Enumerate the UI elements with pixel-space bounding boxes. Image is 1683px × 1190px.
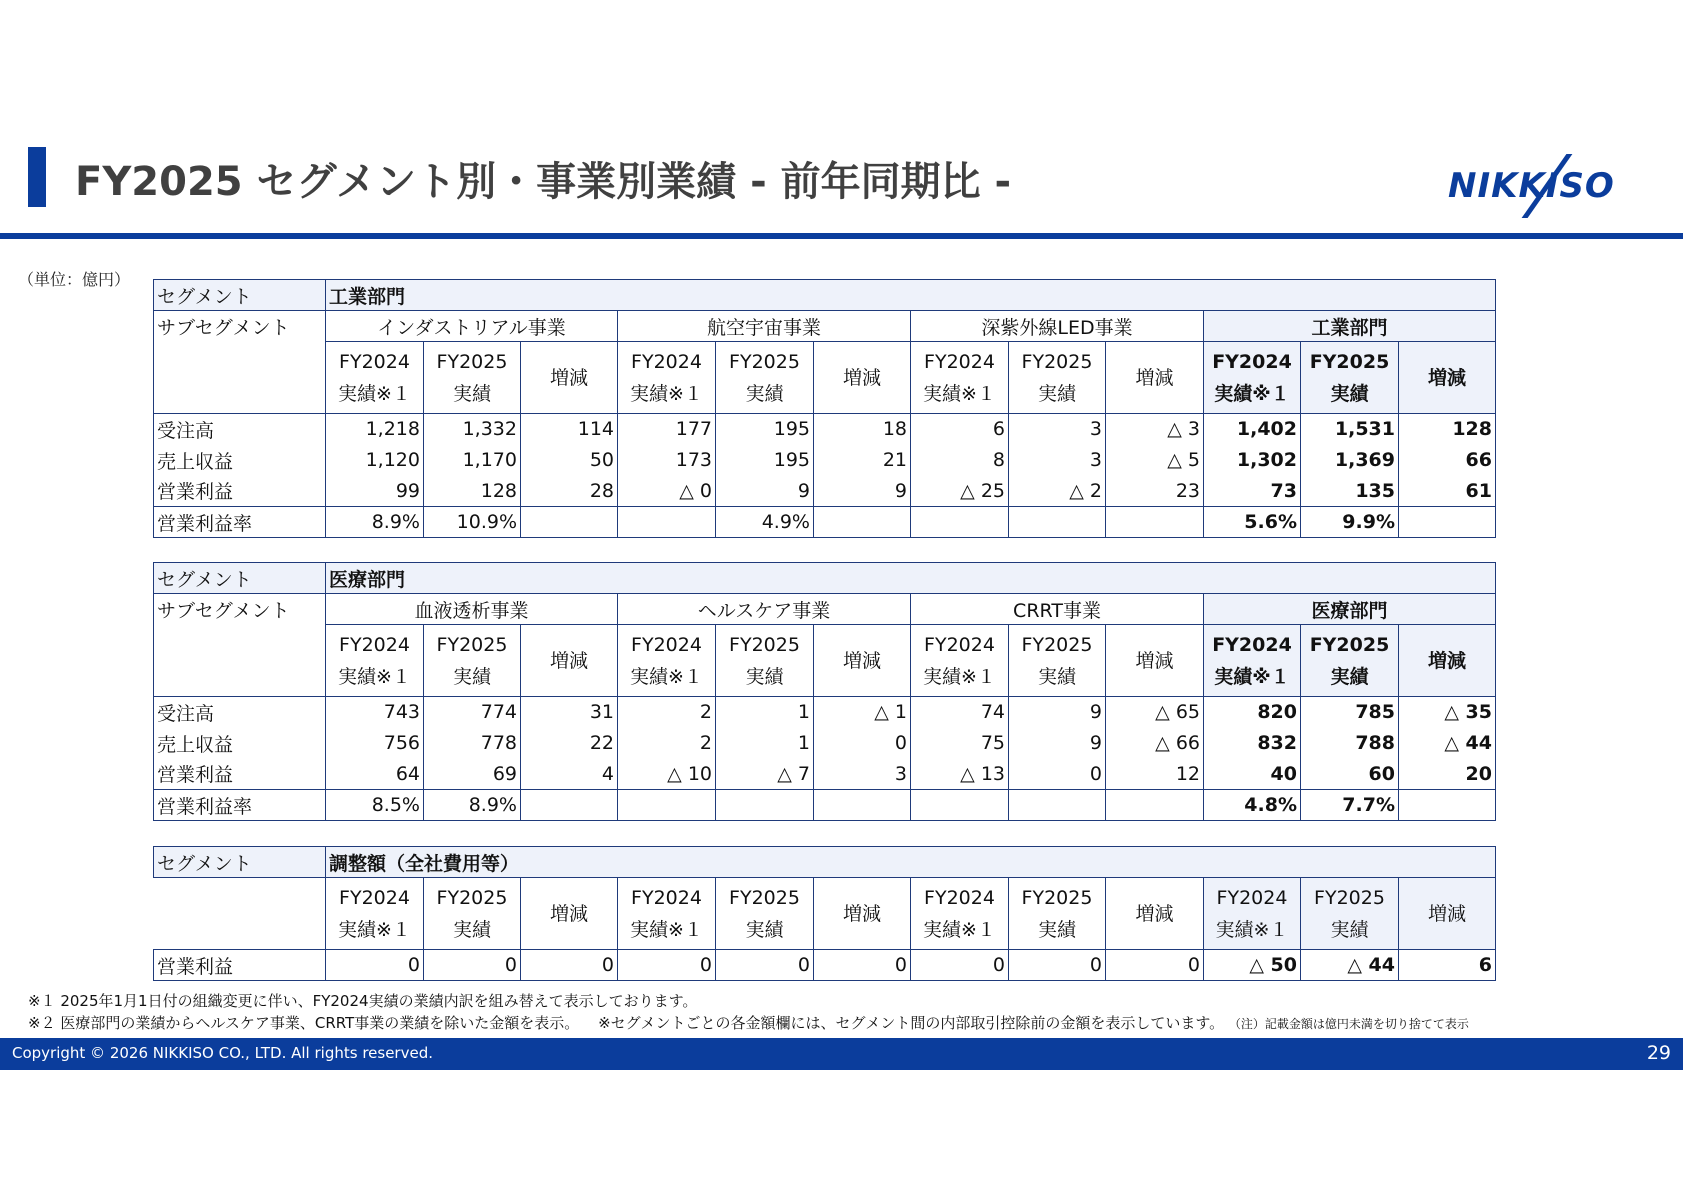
value-cell [521, 507, 618, 538]
fy2025-label: FY2025 [1021, 350, 1093, 373]
segment-total-label: 医療部門 [1204, 594, 1496, 625]
subsegment-aerospace: 航空宇宙事業 [618, 311, 911, 342]
header-rule [0, 233, 1683, 239]
value-cell: 0 [326, 950, 424, 981]
value-cell: 1 [716, 728, 814, 759]
fy2025-label: FY2025 [436, 633, 508, 656]
value-cell [1399, 507, 1496, 538]
value-cell [1106, 507, 1204, 538]
value-cell [716, 790, 814, 821]
medical-table [153, 562, 1496, 821]
fy2024-label: FY2024 [631, 633, 702, 656]
value-cell: 774 [424, 697, 521, 728]
subsegment-dialysis: 血液透析事業 [326, 594, 618, 625]
value-cell: 8 [911, 445, 1009, 476]
row-label-revenue: 売上収益 [154, 728, 326, 759]
header-change: 増減 [1399, 878, 1496, 950]
header-fy2025-actual [1009, 878, 1106, 950]
value-cell: 75 [911, 728, 1009, 759]
value-cell: 28 [521, 476, 618, 507]
value-cell: 9 [1009, 728, 1106, 759]
table-row [154, 476, 1496, 507]
table-row [154, 728, 1496, 759]
header-fy2025-actual [1301, 878, 1399, 950]
value-cell: △ 25 [911, 476, 1009, 507]
fy2025-label: FY2025 [1309, 633, 1390, 656]
actual-label: 実績 [1330, 918, 1369, 941]
actual-note1-label: 実績※１ [923, 918, 996, 941]
value-cell: 3 [1009, 445, 1106, 476]
subsegment-crrt: CRRT事業 [911, 594, 1204, 625]
header-fy2024-actual [618, 342, 716, 414]
value-cell: 60 [1301, 759, 1399, 790]
header-fy2024-actual [618, 878, 716, 950]
actual-note1-label: 実績※１ [1214, 382, 1290, 405]
value-cell: 1,218 [326, 414, 424, 445]
actual-note1-label: 実績※１ [923, 665, 996, 688]
value-cell: 66 [1399, 445, 1496, 476]
value-cell: 5.6% [1204, 507, 1301, 538]
table-row [154, 414, 1496, 445]
value-cell: 4.8% [1204, 790, 1301, 821]
value-cell: 135 [1301, 476, 1399, 507]
header-fy2024-actual [911, 625, 1009, 697]
value-cell: 23 [1106, 476, 1204, 507]
segment-label: セグメント [154, 563, 326, 594]
value-cell: △ 5 [1106, 445, 1204, 476]
value-cell: 6 [911, 414, 1009, 445]
row-label-op-income: 営業利益 [154, 476, 326, 507]
value-cell: 778 [424, 728, 521, 759]
value-cell: 1,170 [424, 445, 521, 476]
adjustment-table [153, 846, 1496, 981]
value-cell: 69 [424, 759, 521, 790]
value-cell: △ 13 [911, 759, 1009, 790]
fy2025-label: FY2025 [729, 886, 800, 909]
column-header-row [154, 342, 1496, 414]
value-cell: 114 [521, 414, 618, 445]
value-cell: 2 [618, 697, 716, 728]
value-cell: △ 65 [1106, 697, 1204, 728]
value-cell: 61 [1399, 476, 1496, 507]
actual-note1-label: 実績※１ [1214, 665, 1290, 688]
value-cell: △ 2 [1009, 476, 1106, 507]
footnote-3-text: ※セグメントごとの各金額欄には、セグメント間の内部取引控除前の金額を表示しています。 [598, 1014, 1225, 1032]
blank-cell [154, 342, 326, 414]
actual-note1-label: 実績※１ [923, 382, 996, 405]
value-cell: 64 [326, 759, 424, 790]
actual-note1-label: 実績※１ [630, 665, 703, 688]
value-cell: 8.9% [326, 507, 424, 538]
value-cell: 0 [521, 950, 618, 981]
actual-label: 実績 [1330, 382, 1369, 405]
header-change: 増減 [1106, 625, 1204, 697]
value-cell: 1 [716, 697, 814, 728]
copyright: Copyright © 2026 NIKKISO CO., LTD. All rights reserved. [12, 1044, 433, 1062]
value-cell: 7.7% [1301, 790, 1399, 821]
header-fy2024-actual [618, 625, 716, 697]
logo-text: NIKKISO [1448, 166, 1615, 206]
value-cell: 832 [1204, 728, 1301, 759]
value-cell: 18 [814, 414, 911, 445]
header-fy2024-actual [1204, 625, 1301, 697]
value-cell [1009, 790, 1106, 821]
fy2025-label: FY2025 [436, 886, 508, 909]
table-row [154, 445, 1496, 476]
header-fy2024-actual [1204, 342, 1301, 414]
fy2024-label: FY2024 [924, 633, 995, 656]
value-cell: 50 [521, 445, 618, 476]
value-cell: 0 [618, 950, 716, 981]
segment-name: 医療部門 [326, 563, 1496, 594]
value-cell: △ 3 [1106, 414, 1204, 445]
page-number: 29 [1646, 1042, 1671, 1064]
value-cell: 1,120 [326, 445, 424, 476]
unit-label: （単位：億円） [18, 270, 131, 289]
value-cell: △ 44 [1301, 950, 1399, 981]
actual-note1-label: 実績※１ [338, 918, 411, 941]
actual-label: 実績 [745, 918, 784, 941]
value-cell: 0 [716, 950, 814, 981]
value-cell: 6 [1399, 950, 1496, 981]
fy2025-label: FY2025 [1021, 633, 1093, 656]
header-change: 増減 [521, 342, 618, 414]
value-cell: △ 10 [618, 759, 716, 790]
header-fy2025-actual [716, 878, 814, 950]
value-cell: 1,302 [1204, 445, 1301, 476]
value-cell [618, 790, 716, 821]
page-title: FY2025 セグメント別・事業別業績 - 前年同期比 - [75, 159, 1012, 205]
footnote-1: ※１ 2025年1月1日付の組織変更に伴い、FY2024実績の業績内訳を組み替えて表示しております。 [28, 992, 698, 1010]
value-cell: 128 [1399, 414, 1496, 445]
value-cell: 4 [521, 759, 618, 790]
value-cell: 21 [814, 445, 911, 476]
value-cell: 22 [521, 728, 618, 759]
value-cell: 40 [1204, 759, 1301, 790]
fy2025-label: FY2025 [436, 350, 508, 373]
value-cell: 1,402 [1204, 414, 1301, 445]
value-cell: △ 0 [618, 476, 716, 507]
actual-note1-label: 実績※１ [630, 918, 703, 941]
row-label-op-margin: 営業利益率 [154, 790, 326, 821]
fy2025-label: FY2025 [1314, 886, 1385, 909]
value-cell: 195 [716, 414, 814, 445]
header-fy2024-actual [326, 878, 424, 950]
fy2024-label: FY2024 [1212, 633, 1292, 656]
fy2025-label: FY2025 [1021, 886, 1093, 909]
fy2024-label: FY2024 [1212, 350, 1292, 373]
value-cell: 9 [716, 476, 814, 507]
value-cell: 0 [1106, 950, 1204, 981]
value-cell: 788 [1301, 728, 1399, 759]
actual-label: 実績 [452, 918, 491, 941]
value-cell: 195 [716, 445, 814, 476]
header-fy2025-actual [716, 342, 814, 414]
value-cell: △ 7 [716, 759, 814, 790]
value-cell [1009, 507, 1106, 538]
row-label-revenue: 売上収益 [154, 445, 326, 476]
actual-label: 実績 [745, 382, 784, 405]
value-cell: 1,369 [1301, 445, 1399, 476]
value-cell: 4.9% [716, 507, 814, 538]
actual-label: 実績 [1037, 665, 1076, 688]
table-row [154, 950, 1496, 981]
header-fy2025-actual [1301, 625, 1399, 697]
value-cell: △ 66 [1106, 728, 1204, 759]
header-change: 増減 [1106, 878, 1204, 950]
subsegment-industrial: インダストリアル事業 [326, 311, 618, 342]
header-fy2024-actual [911, 342, 1009, 414]
title-accent-bar [28, 147, 46, 207]
value-cell [521, 790, 618, 821]
footnote-2 [28, 1012, 1469, 1033]
value-cell [618, 507, 716, 538]
value-cell: 0 [911, 950, 1009, 981]
header-change: 増減 [521, 878, 618, 950]
column-header-row [154, 625, 1496, 697]
header-fy2025-actual [424, 342, 521, 414]
subsegment-duv-led: 深紫外線LED事業 [911, 311, 1204, 342]
header-change: 増減 [1399, 342, 1496, 414]
header-fy2024-actual [326, 625, 424, 697]
footnote-2-text: ※２ 医療部門の業績からヘルスケア事業、CRRT事業の業績を除いた金額を表示。 [28, 1014, 580, 1032]
value-cell: 177 [618, 414, 716, 445]
header-fy2025-actual [1009, 342, 1106, 414]
actual-label: 実績 [745, 665, 784, 688]
subsegment-label: サブセグメント [154, 594, 326, 625]
value-cell: 820 [1204, 697, 1301, 728]
value-cell: 99 [326, 476, 424, 507]
value-cell: 12 [1106, 759, 1204, 790]
value-cell [911, 507, 1009, 538]
header-fy2025-actual [424, 878, 521, 950]
row-label-op-income: 営業利益 [154, 759, 326, 790]
table-row [154, 507, 1496, 538]
value-cell: △ 1 [814, 697, 911, 728]
fy2024-label: FY2024 [339, 633, 410, 656]
row-label-orders: 受注高 [154, 697, 326, 728]
value-cell: 3 [1009, 414, 1106, 445]
value-cell: 0 [1009, 950, 1106, 981]
header-change: 増減 [814, 625, 911, 697]
fy2024-label: FY2024 [631, 886, 702, 909]
row-label-op-margin: 営業利益率 [154, 507, 326, 538]
value-cell: 756 [326, 728, 424, 759]
value-cell: 31 [521, 697, 618, 728]
header-fy2025-actual [424, 625, 521, 697]
fy2024-label: FY2024 [339, 350, 410, 373]
fy2025-label: FY2025 [729, 633, 800, 656]
segment-label: セグメント [154, 847, 326, 878]
actual-label: 実績 [1037, 382, 1076, 405]
value-cell: 0 [424, 950, 521, 981]
blank-cell [154, 878, 326, 950]
header-change: 増減 [814, 342, 911, 414]
value-cell: 73 [1204, 476, 1301, 507]
value-cell: 743 [326, 697, 424, 728]
footnote-4-text: （注）記載金額は億円未満を切り捨てて表示 [1228, 1017, 1469, 1031]
value-cell: 173 [618, 445, 716, 476]
actual-label: 実績 [1037, 918, 1076, 941]
header-fy2025-actual [1301, 342, 1399, 414]
value-cell: 785 [1301, 697, 1399, 728]
value-cell: 2 [618, 728, 716, 759]
nikkiso-logo [1448, 150, 1630, 220]
value-cell: 1,332 [424, 414, 521, 445]
header-fy2025-actual [716, 625, 814, 697]
fy2025-label: FY2025 [729, 350, 800, 373]
header-change: 増減 [1399, 625, 1496, 697]
value-cell [1106, 790, 1204, 821]
actual-note1-label: 実績※１ [338, 382, 411, 405]
actual-note1-label: 実績※１ [630, 382, 703, 405]
blank-cell [154, 625, 326, 697]
fy2024-label: FY2024 [339, 886, 410, 909]
fy2024-label: FY2024 [924, 886, 995, 909]
value-cell: 8.5% [326, 790, 424, 821]
segment-label: セグメント [154, 280, 326, 311]
value-cell: 0 [814, 950, 911, 981]
actual-label: 実績 [1330, 665, 1369, 688]
header-fy2025-actual [1009, 625, 1106, 697]
table-row [154, 790, 1496, 821]
subsegment-healthcare: ヘルスケア事業 [618, 594, 911, 625]
fy2024-label: FY2024 [1216, 886, 1288, 909]
table-row [154, 759, 1496, 790]
header-change: 増減 [814, 878, 911, 950]
value-cell: 0 [814, 728, 911, 759]
value-cell [911, 790, 1009, 821]
header-fy2024-actual [911, 878, 1009, 950]
fy2025-label: FY2025 [1309, 350, 1390, 373]
table-row [154, 697, 1496, 728]
header-change: 増減 [1106, 342, 1204, 414]
value-cell: 128 [424, 476, 521, 507]
segment-name: 調整額（全社費用等） [326, 847, 1496, 878]
value-cell: 3 [814, 759, 911, 790]
header-fy2024-actual [326, 342, 424, 414]
value-cell [814, 790, 911, 821]
value-cell: 0 [1009, 759, 1106, 790]
value-cell: △ 50 [1204, 950, 1301, 981]
segment-name: 工業部門 [326, 280, 1496, 311]
fy2024-label: FY2024 [631, 350, 702, 373]
value-cell: 9.9% [1301, 507, 1399, 538]
actual-note1-label: 実績※１ [1215, 918, 1289, 941]
value-cell [1399, 790, 1496, 821]
actual-label: 実績 [452, 665, 491, 688]
fy2024-label: FY2024 [924, 350, 995, 373]
subsegment-label: サブセグメント [154, 311, 326, 342]
value-cell: △ 35 [1399, 697, 1496, 728]
value-cell: 74 [911, 697, 1009, 728]
value-cell: 20 [1399, 759, 1496, 790]
value-cell: 9 [814, 476, 911, 507]
value-cell: 8.9% [424, 790, 521, 821]
column-header-row [154, 878, 1496, 950]
actual-label: 実績 [452, 382, 491, 405]
industrial-table [153, 279, 1496, 538]
row-label-orders: 受注高 [154, 414, 326, 445]
value-cell: 1,531 [1301, 414, 1399, 445]
value-cell: 9 [1009, 697, 1106, 728]
segment-total-label: 工業部門 [1204, 311, 1496, 342]
value-cell [814, 507, 911, 538]
value-cell: 10.9% [424, 507, 521, 538]
row-label-op-income: 営業利益 [154, 950, 326, 981]
actual-note1-label: 実績※１ [338, 665, 411, 688]
value-cell: △ 44 [1399, 728, 1496, 759]
header-change: 増減 [521, 625, 618, 697]
header-fy2024-actual [1204, 878, 1301, 950]
